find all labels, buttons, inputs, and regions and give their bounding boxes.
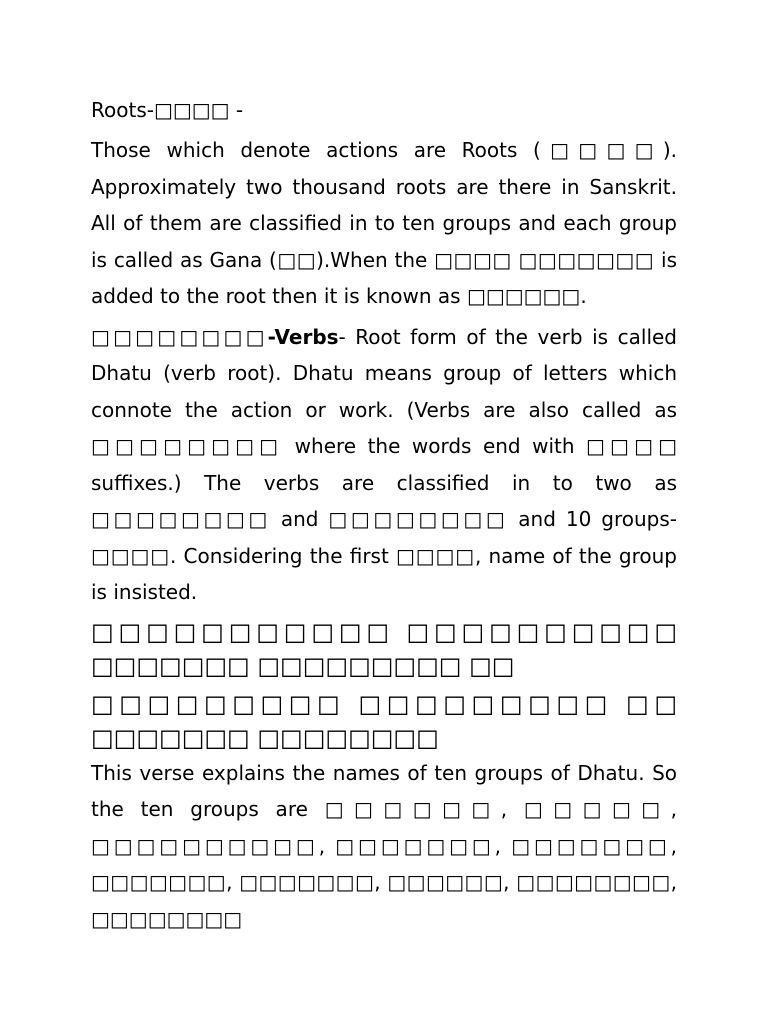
document-page xyxy=(91,92,677,937)
verbs-lead-term: □□□□□□□□ xyxy=(91,324,268,349)
section-title: Roots-□□□□ - xyxy=(91,98,244,122)
paragraph-roots-intro: Those which denote actions are Roots (□□□□). Approximately two thousand roots are there in Sanskrit. All of them are classified in to ten groups and each group is called as Gana (□□).When the □□□□ □□□□□□□ is added to the root then it is known as □□□□□□. xyxy=(91,138,677,308)
verbs-bold-heading: -Verbs xyxy=(267,324,339,349)
verse-line-2: □□□□□□□□□ □□□□□□□□□ □□ □□□□□□□ □□□□□□□□ xyxy=(91,689,677,752)
paragraph-verbs xyxy=(91,319,677,611)
verse-line-1: □□□□□□□□□□□ □□□□□□□□□□ □□□□□□□ □□□□□□□□□ □□ xyxy=(91,617,677,680)
verbs-body-text: - Root form of the verb is called Dhatu (verb root). Dhatu means group of letters which connote the action or work. (Verbs are also called as □□□□□□□□ where the words end with □□□□ suffixes.) The verbs are classified in to two as □□□□□□□□ and □□□□□□□□ and 10 groups- □□□□. Considering the first □□□□, name of the group is insisted. xyxy=(91,324,677,604)
paragraph-ten-groups: This verse explains the names of ten groups of Dhatu. So the ten groups are □□□□□□, □□□□□, □□□□□□□□□□, □□□□□□□, □□□□□□□, □□□□□□□, □□□□□□□, □□□□□□, □□□□□□□□, □□□□□□□□ xyxy=(91,760,677,931)
